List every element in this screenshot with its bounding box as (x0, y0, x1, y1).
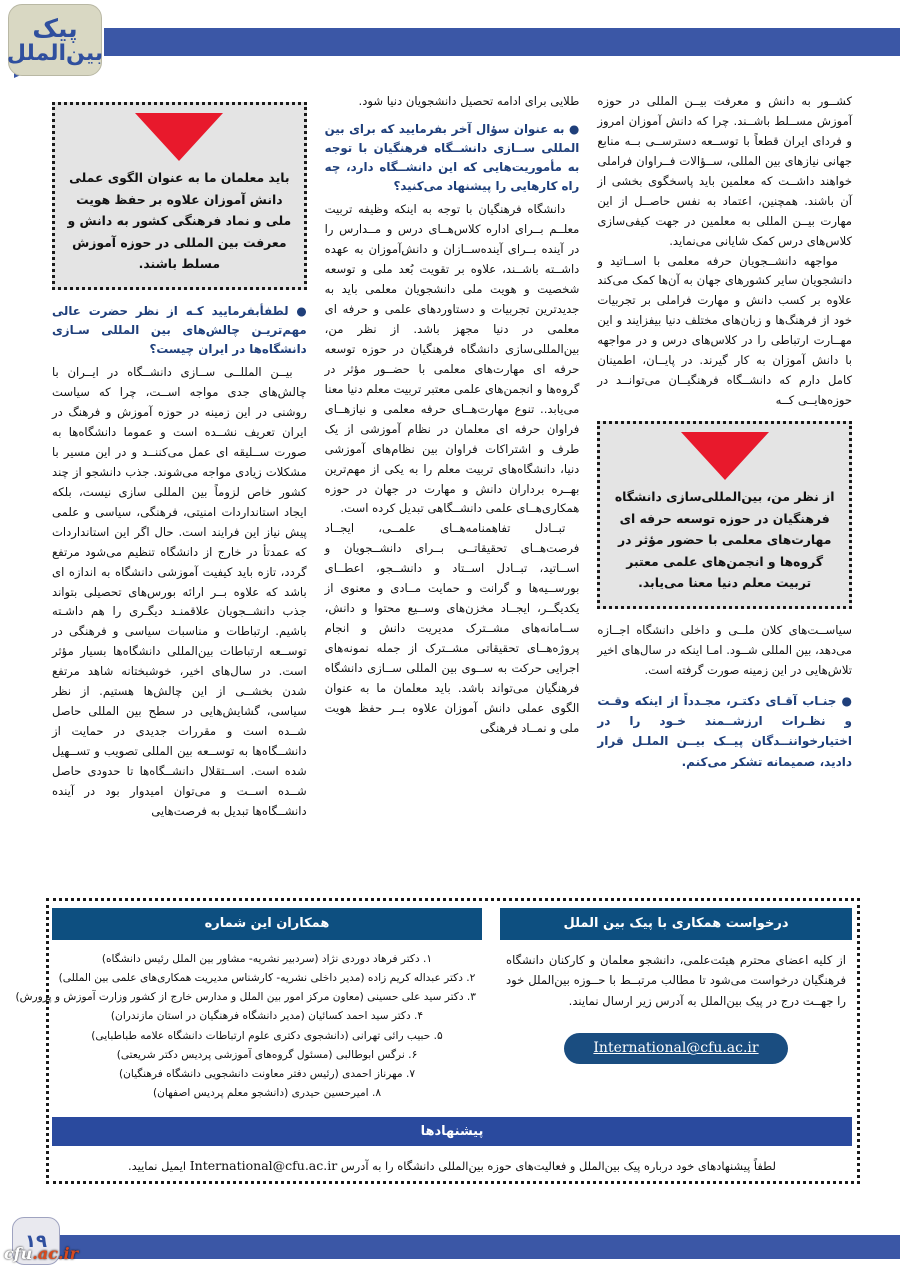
paragraph-continuation-country: کشــور به دانش و معرفت بیــن المللی در حوزه آموزش مســلط باشــند. چرا که دانش آموزان امروز و فردای ایران قطعاً با توســعه دسترســی بــه منابع جهانی نیازهای بین المللی، ســؤالات فــراوان فراملی خواهند داشــت که معلمین باید پاسخگوی بخشی از آن باشند. همچنین، اعتماد به نفس حاصــل از این مهارت بیــن المللی به معلمین در جهت کیفی‌سازی کلاس‌های درس کمک شایانی می‌نماید. (597, 94, 853, 248)
column-left (597, 92, 852, 892)
panel-cooperation (500, 908, 852, 1108)
suggestions-title: پیشنهادها (52, 1117, 852, 1146)
red-triangle-icon (681, 432, 769, 480)
list-item: ۳. دکتر سید علی حسینی (معاون مرکز امور بین الملل و مدارس خارج از کشور وزارت آموزش و پرورش) (15, 991, 476, 1004)
list-item: ۸. امیرحسین حیدری (دانشجو معلم پردیس اصفهان) (152, 1087, 382, 1100)
pullquote-left-text: از نظر من، بین‌المللی‌سازی دانشگاه فرهنگیان در حوزه توسعه حرفه ای مهارت‌های معلمی با حضور مؤثر در گروه‌ها و انجمن‌های علمی معتبر تربیت معلم دنیا معنا می‌یابد. (614, 489, 835, 591)
answer-paragraph-farhangian: دانشگاه فرهنگیان با توجه به اینکه وظیفه تربیت معلــم بــرای اداره کلاس‌هــای درس و مــدارس را در آینده بــرای آینده‌ســازان و دانش‌آموزان به عهده داشــته باشــند، علاوه بر تقویت بُعد ملی و توسعه شخصیت و هویت ملی دانشجویان معلمی باید به جدیدترین تجربیات و دستاوردهای علمی و حرفه ای معلمی در دنیا مجهز باشد. از نظر من، بین‌المللی‌سازی دانشگاه فرهنگیان در حوزه توسعه حرفه ای مهارت‌های معلمی با حضــور مؤثر در گروه‌ها و انجمن‌های علمی معتبر تربیت معلم دنیا معنا می‌یابد.. تنوع مهارت‌هــای حرفه معلمی و نیازهــای فراوان حرفه ای معلمان در نظام آموزشی از یک طرف و اشتراکات فراوان بین نظام‌های آموزشی دنیا، دانشگاه‌های تربیت معلم را به یکی از مهم‌ترین بهــره برداران دانش و مهارت در جهان در حوزه همکاری‌هــای علمی دانشــگاهی تبدیل کرده است. (324, 202, 580, 516)
list-item: ۴. دکتر سید احمد کسائیان (مدیر دانشگاه فرهنگیان در استان مازندران) (110, 1010, 424, 1023)
suggestions-text-before: لطفاً پیشنهادهای خود درباره پیک بین‌الملل و فعالیت‌های حوزه بین‌المللی دانشگاه را به آدرس (337, 1159, 776, 1173)
logo-line-1: پیک (32, 13, 78, 43)
answer-paragraph-challenges: بیــن المللــی ســازی دانشــگاه در ایــران با چالش‌های جدی مواجه اســت، چرا که سیاست روشنی در این زمینه در حوزه آموزش و فرهنگ در ایران تعریف نشــده است و عموما دانشگاه‌ها به صورت ســلیقه ای عمل می‌کننــد و در این مسیر با مشکلات زیادی مواجه می‌شوند. جذب دانشجو از چند کشور خاص لزوماً بین المللی سازی نیست، بلکه ایجاد استانداردات امنیتی، فرهنگی، سیاسی و علمی پیش نیاز این فرایند است. حال اگر این استانداردات که عمدتأ در خارج از دانشگاه تنظیم می‌شود مرتفع گردد، تازه باید کیفیت آموزشی دانشگاه به اندازه ای باشد که علاوه بــر ارائه بورس‌های تحصیلی بتواند جذب دانشــجویان علاقمنـد دیگـری را هم داشـته باشیم. ارتباطات و مناسبات سیاسی و فرهنگی در توســعه ارتباطات بین‌المللی دانشگاه‌ها بسیار مؤثر است. در سال‌های اخیر، خوشبختانه شاهد مرتفع شدن بخشــی از این چالش‌ها هستیم. از نظر سیاسی، گشایش‌هایی در سطح بین المللی حاصل شــده است و مقررات جدیدی در حمایت از دانشــگاه‌ها به توســعه بین المللی تصویب و تســهیل شده است. اســتقلال دانشــگاه‌ها تا حدودی حاصل شــده اســت و می‌توان امیدوار بود در آینده دانشــگاه‌ها تبدیل به فرصت‌هایی (52, 365, 307, 818)
answer-paragraph-cooperation: تبــادل تفاهمنامه‌هــای علمــی، ایجــاد فرصت‌هــای تحقیقاتــی بــرای دانشــجویان و اســاتید، تبــادل اســتاد و دانشــجو، اعطــای بورســیه‌ها و گرانت و حمایت مــادی و معنوی از یکدیگــر، ایجــاد مخزن‌های وســیع محتوا و دانش، ســامانه‌های مشــترک مدیریت دانش و انجام پروژه‌هــای تحقیقاتی مشــترک از جمله نمونه‌های اجرایی حرکت به ســوی بین المللی ســازی دانشگاه فرهنگیان می‌تواند باشد. باید معلمان ما به عنوان الگوی عملی دانش آموزان علاوه بــر حفظ هویت ملی و نمــاد فرهنگی (324, 521, 580, 735)
site-watermark (4, 1244, 78, 1263)
red-triangle-icon (135, 113, 223, 161)
question-heading-recommendations: ● به عنوان سؤال آخر بفرمایید که برای بین المللی ســازی دانشــگاه فرهنگیان با توجه به مأموریت‌هایی که این دانشــگاه دارد، چه راه کارهایی را پیشنهاد می‌کنید؟ (324, 121, 580, 194)
list-item: ۲. دکتر عبداله کریم زاده (مدیر داخلی نشریه- کارشناس مدیریت همکاری‌های علمی بین المللی) (58, 971, 476, 984)
list-item: ۱. دکتر فرهاد دوردی نژاد (سردبیر نشریه- مشاور بین الملل رئیس دانشگاه) (101, 952, 433, 965)
cooperation-body (500, 940, 852, 1069)
column-right (52, 92, 307, 892)
paragraph-continuation-golden: طلایی برای ادامه تحصیل دانشجویان دنیا شود. (358, 94, 580, 108)
list-item: ۵. حبیب رائی تهرانی (دانشجوی دکتری علوم ارتباطات دانشگاه علامه طباطبایی) (91, 1029, 443, 1042)
suggestions-text (52, 1156, 852, 1176)
page-number-badge: ۱۹ (12, 1217, 60, 1265)
contributors-list (15, 950, 476, 1104)
question-heading-challenges: ● لطفأبفرمایید کـه از نظر حضرت عالی مهم‌تریـن چالش‌های بین المللی سـازی دانشگاه‌ها در ایران چیست؟ (52, 303, 307, 357)
pullquote-right (52, 102, 307, 290)
footer-bar (46, 1235, 900, 1259)
paragraph-student-encounter: مواجهه دانشــجویان حرفه معلمی با اســاتید و دانشجویان سایر کشورهای جهان به آن‌ها کمک می‌کند علاوه بر کسب دانش و مهارت فراملی بر تجربیات خود از فرهنگ‌ها و زبان‌های مختلف دنیا بیفزایند و این مهــارت ارتباطی را در کلاس‌های درس و در مواجهه با دانش آموزان به کار گیرند. در پایــان، اطمینان کامل دارم که دانشــگاه فرهنگیــان می‌توانــد در حوزه‌هایــی کــه (597, 253, 853, 408)
pullquote-left (597, 421, 852, 609)
closing-thanks: ● جنـاب آقـای دکتـر، مجـدداً از اینکه وقـت و نظـرات ارزشــمند خـود را در اختیارخواننــدگان پیــک بیــن الملـل قرار دادید، صمیمانه تشکر می‌کنم. (597, 693, 853, 769)
pullquote-right-text: باید معلمان ما به عنوان الگوی عملی دانش آموزان علاوه بر حفظ هویت ملی و نماد فرهنگی کشور به دانش و معرفت بین المللی در حوزه آموزش مسلط باشند. (67, 170, 292, 272)
watermark-domain: .ac.ir (32, 1244, 79, 1263)
contributors-body (15, 940, 482, 1108)
watermark-cfu: cfu (4, 1244, 33, 1263)
suggestions-text-after: ایمیل نمایید. (128, 1159, 190, 1173)
contributors-title: همکاران این شماره (52, 908, 482, 940)
header-ribbon (104, 28, 900, 56)
list-item: ۷. مهرناز احمدی (رئیس دفتر معاونت دانشجویی دانشگاه فرهنگیان) (118, 1068, 416, 1081)
logo-line-2: بین‌الملل (6, 40, 104, 66)
page-header (0, 0, 900, 82)
bottom-panels (15, 908, 852, 1108)
cooperation-title: درخواست همکاری با پیک بین الملل (500, 908, 852, 940)
publication-logo (8, 4, 102, 76)
suggestions-email[interactable]: International@cfu.ac.ir (189, 1158, 338, 1173)
cooperation-text: از کلیه اعضای محترم هیئت‌علمی، دانشجو معلمان و کارکنان دانشگاه فرهنگیان درخواست می‌شود تا مطالب مرتبــط با حــوزه بین‌الملل خود را جهــت درج در پیک بین‌الملل به آدرس زیر ارسال نمایند. (506, 952, 846, 1008)
paragraph-national-policy: سیاســت‌های کلان ملــی و داخلی دانشگاه اجــازه می‌دهد، بین المللی شــود. امـا اینکه در سال‌های اخیر تلاش‌هایی در این زمینه صورت گرفته است. (597, 622, 853, 677)
list-item: ۶. نرگس ابوطالبی (مسئول گروه‌های آموزشی پردیس دکتر شریعتی) (116, 1048, 418, 1061)
panel-contributors (15, 908, 482, 1108)
suggestions-section (52, 1117, 852, 1176)
column-middle (325, 92, 580, 892)
cooperation-email-button[interactable]: International@cfu.ac.ir (564, 1033, 788, 1064)
article-columns (52, 92, 852, 892)
